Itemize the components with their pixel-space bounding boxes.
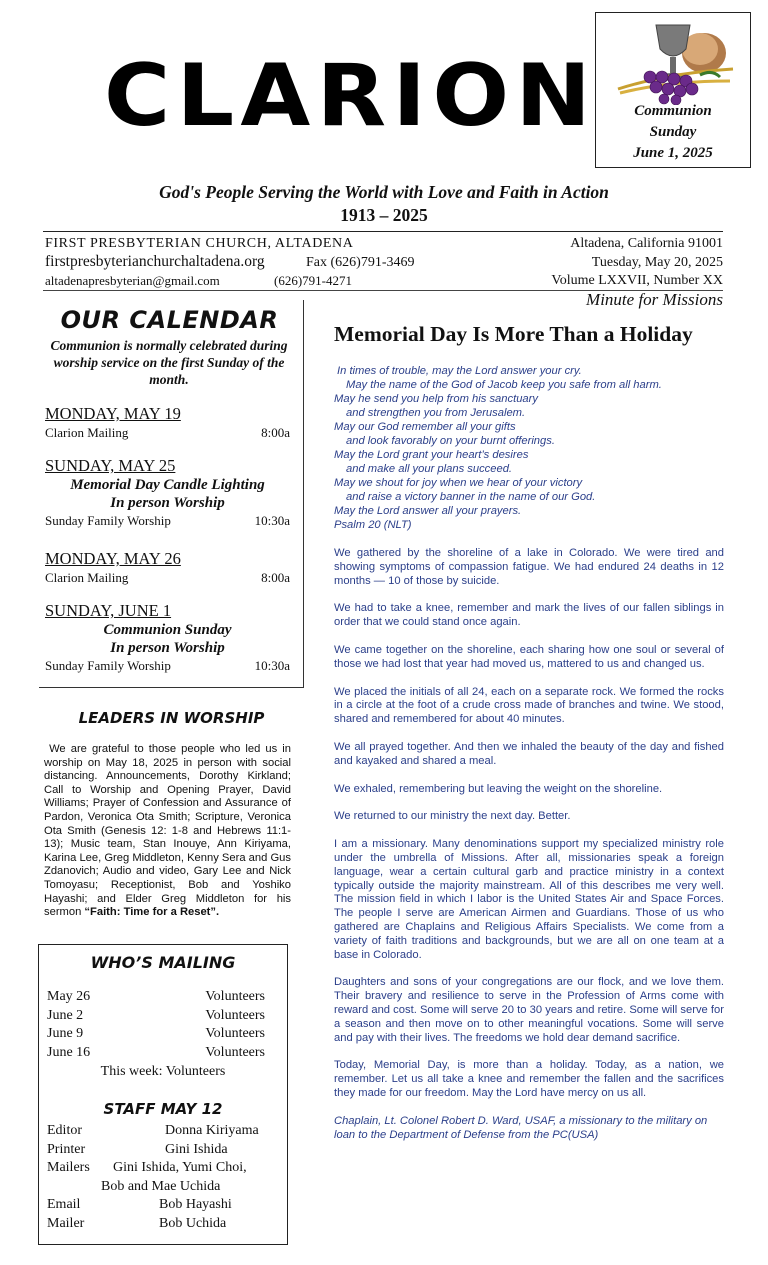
tagline: God's People Serving the World with Love and Faith in Action [159, 182, 609, 202]
calendar-day-heading: SUNDAY, JUNE 1 [45, 601, 172, 620]
calendar-day [45, 404, 290, 441]
calendar-day-subtitle: In person Worship [110, 495, 225, 511]
mailing-date: June 9 [47, 1026, 84, 1041]
article-paragraph: We all prayed together. And then we inhaled the beauty of the day and fished and kayaked and shared a meal. [334, 740, 724, 767]
calendar-title: OUR CALENDAR [60, 306, 279, 334]
mailing-date: June 2 [47, 1008, 84, 1023]
mailing-this-week: This week: Volunteers [100, 1064, 226, 1079]
staff-role: Mailers [47, 1160, 90, 1175]
calendar-day-subtitle: In person Worship [110, 640, 225, 656]
psalm-citation: Psalm 20 (NLT) [334, 519, 412, 531]
church-website: firstpresbyterianchurchaltadena.org [45, 253, 265, 270]
section-label: Minute for Missions [586, 290, 723, 309]
staff-title: STAFF MAY 12 [103, 1100, 223, 1118]
psalm-line: May we shout for joy when we hear of your victory [334, 477, 583, 489]
psalm-line: and make all your plans succeed. [346, 463, 513, 475]
psalm-line: and raise a victory banner in the name of our God. [346, 491, 596, 503]
event-name: Clarion Mailing [45, 425, 129, 440]
mailing-row [47, 1026, 265, 1042]
staff-row [47, 1142, 228, 1158]
calendar-event [45, 512, 290, 529]
years: 1913 – 2025 [340, 205, 428, 225]
mailing-date: May 26 [47, 989, 91, 1004]
article-signature: Chaplain, Lt. Colonel Robert D. Ward, USAF, a missionary to the military on loan to the Department of Defense from the PC(USA) [334, 1114, 708, 1141]
calendar-day [45, 549, 290, 586]
staff-name: Bob Uchida [159, 1216, 227, 1231]
article-paragraph: We placed the initials of all 24, each on a separate rock. We formed the rocks in a circle at the foot of a crude cross made of branches and twine. We stood, shared and remembered for about 40 minutes. [334, 685, 724, 726]
event-time: 8:00a [261, 570, 290, 585]
article-paragraph: We gathered by the shoreline of a lake in Colorado. We were tired and showing symptoms of compassion fatigue. We had endured 24 deaths in 12 months — 10 of those by suicide. [334, 547, 724, 587]
mailing-row [47, 1045, 265, 1061]
article-paragraph: I am a missionary. Many denominations support my specialized ministry role under the umbrella of Missions. After all, missionaries speak a foreign language, wear a certain cultural garb and practice ministry in a context typically outside the majority mainstream. All of this describes me very well. The mission field in which I labor is the United States Air and Space Forces. The people I serve are American Airmen and Guardians. Those of us who gathered are Chaplains and Religious Affairs Specialists. We come from a variety of faith traditions and backgrounds, but we are all on one team at a base in Colorado. [334, 838, 724, 961]
staff-row [47, 1160, 247, 1176]
calendar-event [45, 657, 290, 674]
article-body [334, 547, 724, 1156]
staff-name: Donna Kiriyama [165, 1123, 259, 1138]
church-address: Altadena, California 91001 [570, 236, 723, 251]
communion-line-2: Sunday [649, 124, 697, 140]
event-time: 8:00a [261, 425, 290, 440]
article-paragraph: We exhaled, remembering but leaving the weight on the shoreline. [334, 782, 663, 795]
church-phone: (626)791-4271 [274, 273, 352, 288]
psalm-line: In times of trouble, may the Lord answer your cry. [337, 365, 582, 377]
communion-line-3: June 1, 2025 [633, 145, 713, 161]
calendar-panel [39, 300, 304, 688]
calendar-event [45, 569, 290, 586]
article-psalm [334, 364, 734, 532]
article-title: Memorial Day Is More Than a Holiday [334, 322, 693, 346]
communion-chalice-bread-grapes-icon [608, 19, 738, 105]
event-time: 10:30a [254, 513, 290, 528]
communion-box-text [596, 101, 750, 164]
mailing-who: Volunteers [205, 1008, 265, 1023]
leaders-text: We are grateful to those people who led us in worship on May 18, 2025 in person with social distancing. Announcements, Dorothy Kirkland; Call to Worship and Opening Prayer, David Williams; Prayer of Confession and Assurance of Pardon, Veronica Ota Smith; Scripture, Veronica Ota Smith (Genesis 12: 1-8 and Hebrews 11:1-13); Music team, Stan Inouye, Ann Kiriyama, Karina Lee, Greg Middleton, Kenny Sera and Gus Zdanovich; Audio and video, Gary Lee and Nick Tomoyasu; Receptionist, Bob and Yoshiko Hayashi; and Elder Greg Middleton for his sermon [44, 743, 292, 919]
psalm-line: May the Lord grant your heart’s desires [334, 449, 529, 461]
church-fax: Fax (626)791-3469 [306, 255, 415, 270]
event-name: Sunday Family Worship [45, 513, 171, 528]
psalm-line: May our God remember all your gifts [334, 421, 516, 433]
staff-role: Editor [47, 1123, 82, 1138]
issue-date: Tuesday, May 20, 2025 [591, 255, 723, 270]
calendar-day-heading: MONDAY, MAY 19 [45, 404, 181, 423]
staff-role: Email [47, 1197, 81, 1212]
article-paragraph: We had to take a knee, remember and mark the lives of our fallen siblings in order that we could stand once again. [334, 602, 724, 629]
leaders-title: LEADERS IN WORSHIP [78, 709, 265, 727]
calendar-day-subtitle: Communion Sunday [103, 622, 232, 638]
communion-line-1: Communion [634, 103, 712, 119]
calendar-day [45, 601, 290, 674]
staff-name: Bob and Mae Uchida [101, 1179, 221, 1194]
staff-row [47, 1197, 232, 1213]
psalm-line: May the Lord answer all your prayers. [334, 505, 522, 517]
event-name: Sunday Family Worship [45, 658, 171, 673]
staff-role: Mailer [47, 1216, 85, 1231]
calendar-day [45, 456, 290, 529]
masthead-title: CLARION [104, 46, 598, 146]
mailing-box [38, 944, 288, 1245]
calendar-note: Communion is normally celebrated during worship service on the first Sunday of the month. [50, 338, 288, 387]
mailing-row [47, 989, 265, 1005]
leaders-body [44, 743, 291, 920]
staff-row [47, 1216, 227, 1232]
mailing-date: June 16 [47, 1045, 91, 1060]
staff-name: Gini Ishida, Yumi Choi, [113, 1160, 247, 1175]
communion-box [595, 12, 751, 168]
calendar-day-subtitle: Memorial Day Candle Lighting [70, 477, 265, 493]
staff-row [47, 1123, 259, 1139]
calendar-event [45, 424, 290, 441]
mailing-row [47, 1008, 265, 1024]
divider [43, 231, 723, 232]
mailing-who: Volunteers [205, 1026, 265, 1041]
article-paragraph: We came together on the shoreline, each sharing how one soul or several of those we had lost that year had moved us, mattered to us and changed us. [334, 643, 724, 670]
calendar-day-heading: SUNDAY, MAY 25 [45, 456, 176, 475]
church-name: FIRST PRESBYTERIAN CHURCH, ALTADENA [45, 236, 354, 251]
calendar-day-heading: MONDAY, MAY 26 [45, 549, 181, 568]
church-email: altadenapresbyterian@gmail.com [45, 273, 220, 288]
event-time: 10:30a [254, 658, 290, 673]
mailing-who: Volunteers [205, 989, 265, 1004]
mailing-who: Volunteers [205, 1045, 265, 1060]
article-paragraph: Today, Memorial Day, is more than a holiday. Today, as a nation, we remember. Let us all take a knee and remember the fallen and the sacrifices they made for our freedom. May the Lord have mercy on us all. [334, 1059, 724, 1099]
psalm-line: and strengthen you from Jerusalem. [346, 407, 526, 419]
mailing-title: WHO’S MAILING [90, 953, 236, 972]
psalm-line: and look favorably on your burnt offerings. [346, 435, 555, 447]
sermon-title: “Faith: Time for a Reset”. [84, 906, 220, 919]
volume-number: Volume LXXVII, Number XX [551, 273, 723, 288]
staff-name: Bob Hayashi [159, 1197, 232, 1212]
staff-name: Gini Ishida [165, 1142, 228, 1157]
article-paragraph: Daughters and sons of your congregations are our flock, and we love them. Their bravery and resilience to serve in the Profession of Arms come with reward and cost. Some will serve 20 to 30 years and retire. Some will serve for a season and then move on to other meaningful vocations. Some will serve and pay with their lives. The freedoms we hold dear demand sacrifice. [334, 976, 724, 1044]
psalm-line: May he send you help from his sanctuary [334, 393, 538, 405]
staff-role: Printer [47, 1142, 86, 1157]
psalm-line: May the name of the God of Jacob keep you safe from all harm. [346, 379, 662, 391]
event-name: Clarion Mailing [45, 570, 129, 585]
article-paragraph: We returned to our ministry the next day. Better. [334, 810, 571, 823]
